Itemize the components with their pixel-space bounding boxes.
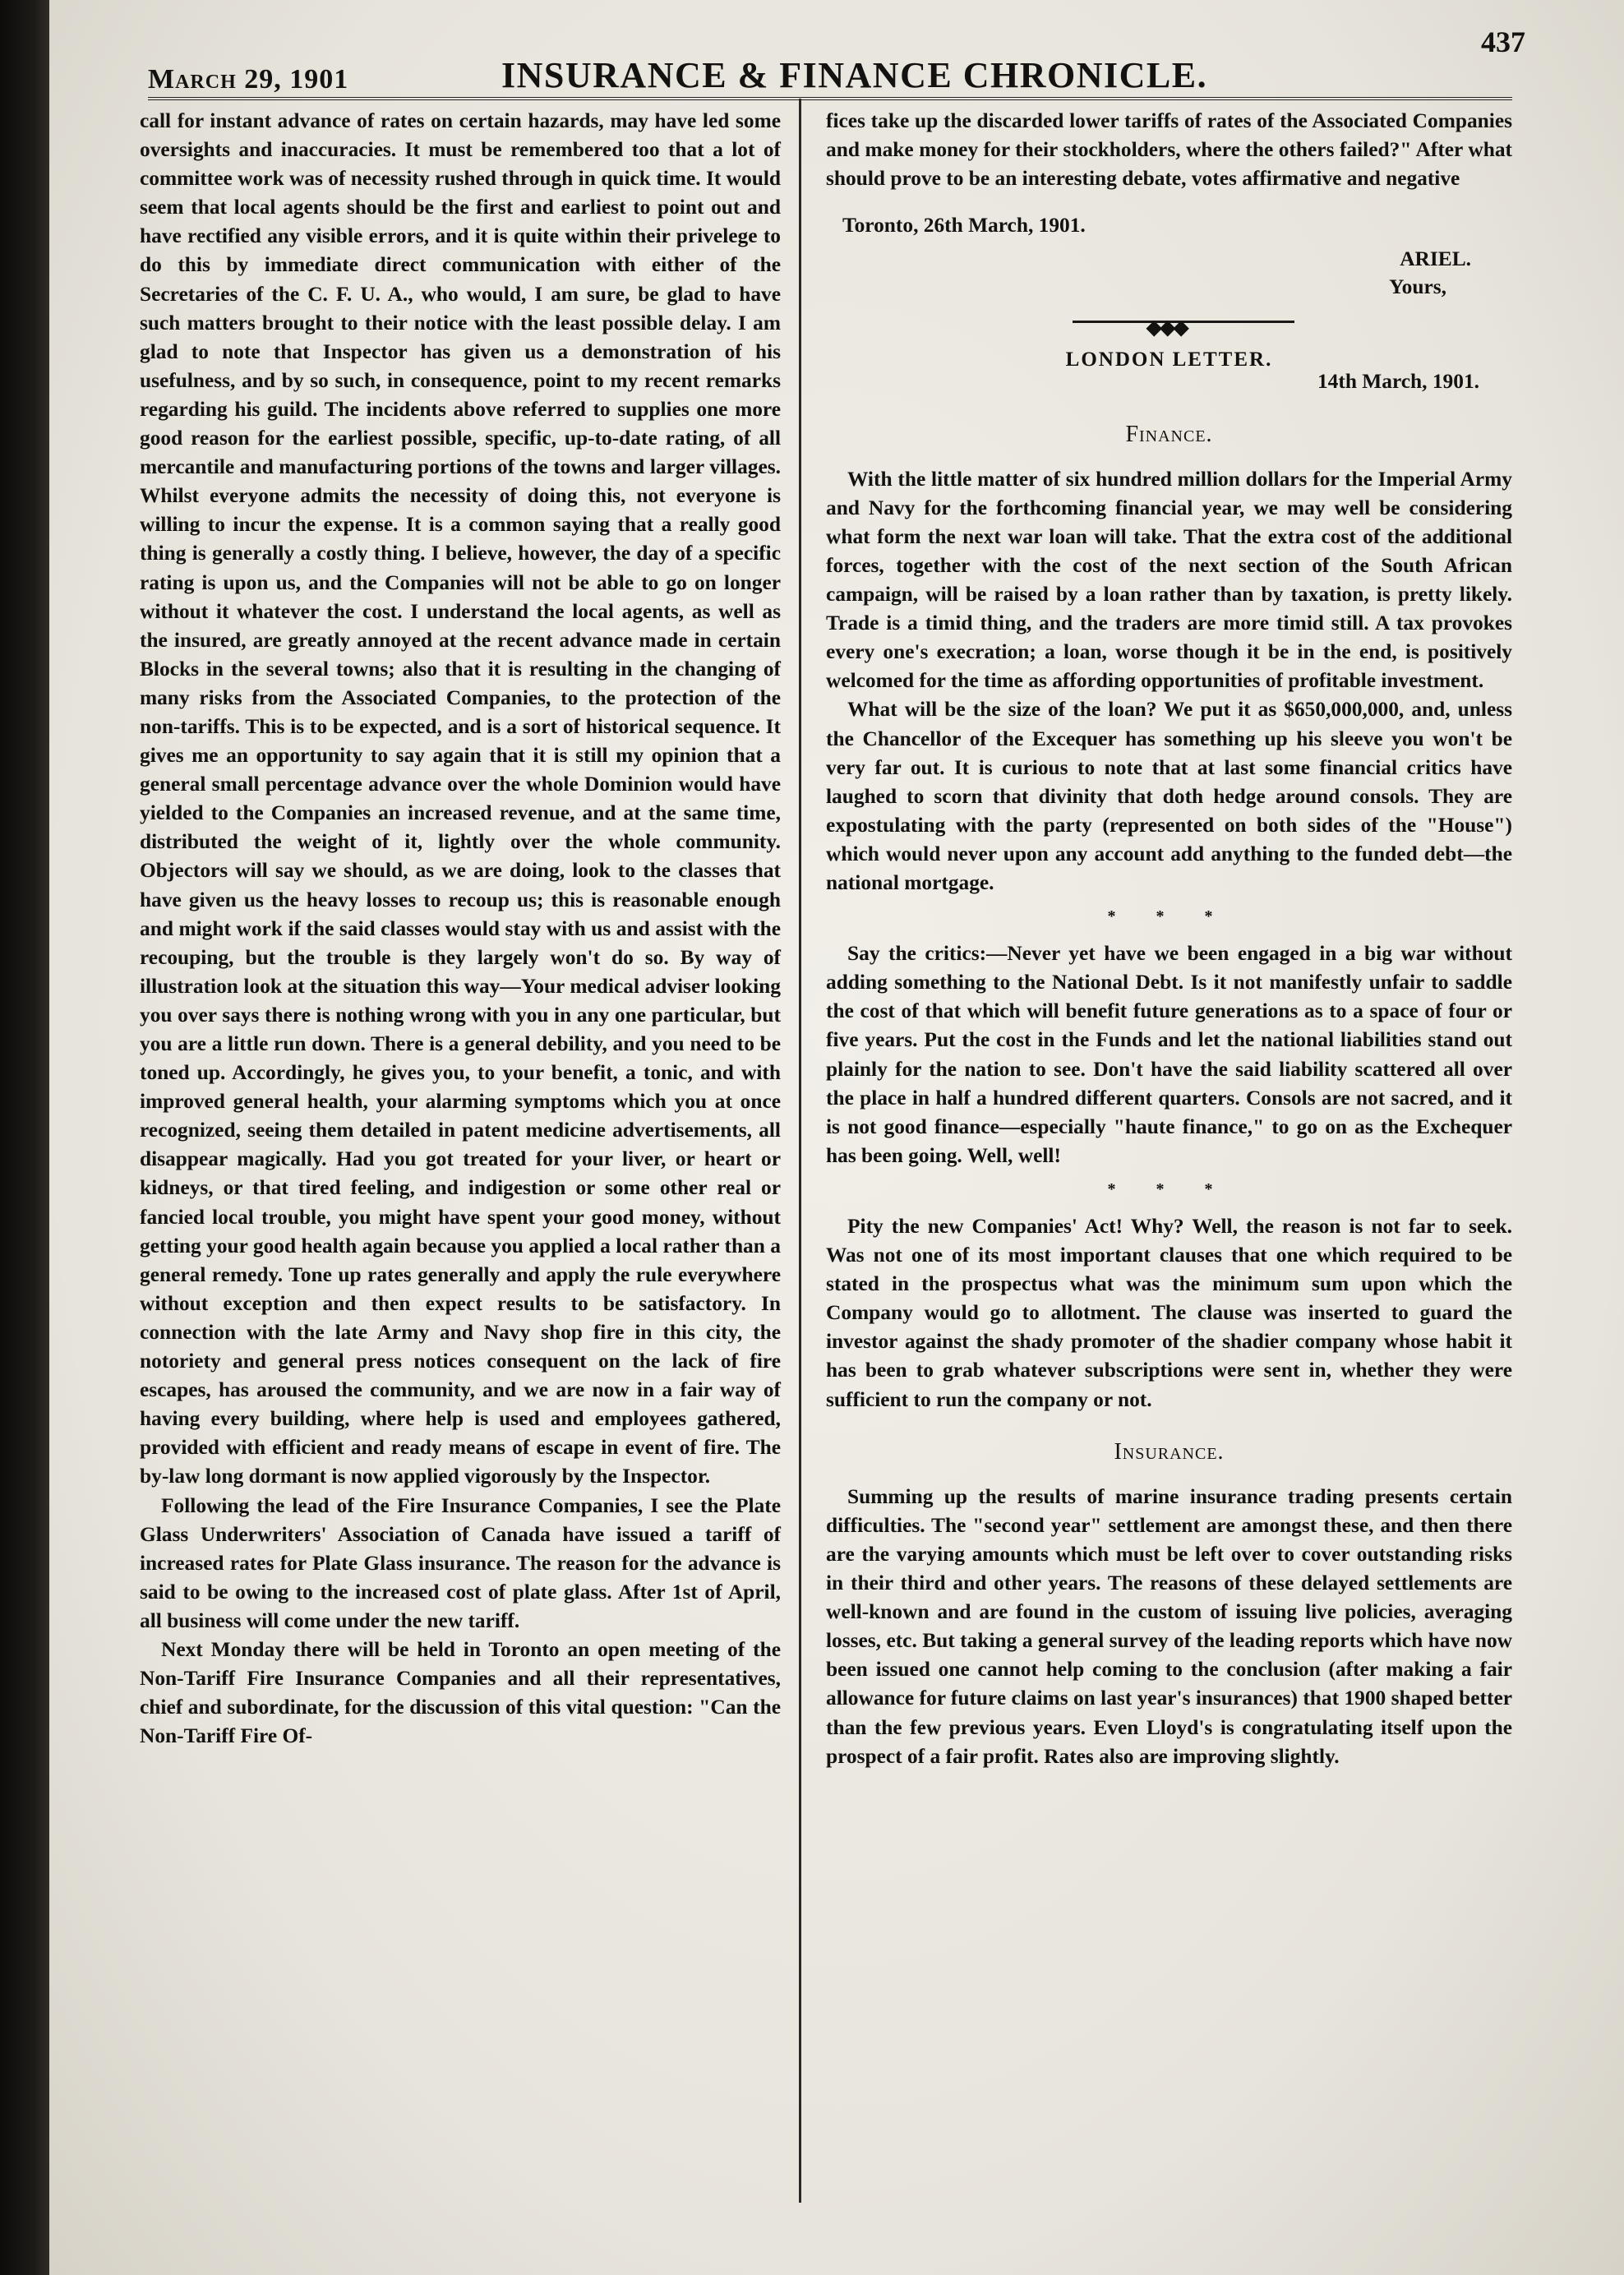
newspaper-page [49,0,1624,2275]
signature-block [826,245,1512,302]
page-header [148,21,1525,95]
finance-heading: Finance. [1125,421,1213,447]
insurance-paragraph: Summing up the results of marine insurance trading presents certain difficulties. The "second year" settlement are amongst these, and then there are the varying amounts which must be left over to cover outstanding risks in their third and other years. The reasons of these delayed settlements are well-known and are found in the custom of issuing live policies, averaging losses, etc. But taking a general survey of the leading reports which have now been issued one cannot help coming to the conclusion (after making a fair allowance for future claims on last year's insurances) that 1900 shaped better than the few previous years. Even Lloyd's is congratulating itself upon the prospect of a fair profit. Rates also are improving slightly. [826,1484,1512,1768]
left-paragraph: call for instant advance of rates on certain hazards, may have led some oversights and inaccuracies. It must be remembered too that a lot of committee work was of necessity rushed through in quick time. It would seem that local agents should be the first and earliest to point out and have rectified any visible errors, and it is quite within their privelege to do this by immediate direct communication with either of the Secretaries of the C. F. U. A., who would, I am sure, be glad to have such matters brought to their notice with the least possible delay. I am glad to note that Inspector has given us a demonstration of his usefulness, and by so such, in consequence, point to my recent remarks regarding his guild. The incidents above referred to supplies one more good reason for the earliest possible, specific, up-to-date rating, of all mercantile and manufacturing portions of the towns and larger villages. Whilst everyone admits the necessity of doing this, not everyone is willing to incur the expense. It is a common saying that a really good thing is generally a costly thing. I believe, however, the day of a specific rating is upon us, and the Companies will not be able to go on longer without it whatever the cost. I understand the local agents, as well as the insured, are greatly annoyed at the recent advance made in certain Blocks in the several towns; also that it is resulting in the changing of many risks from the Associated Companies, to the protection of the non-tariffs. This is to be expected, and is a sort of historical sequence. It gives me an opportunity to say again that it is still my opinion that a general small percentage advance over the whole Dominion would have yielded to the Companies an increased revenue, and at the same time, distributed the weight of it, lightly over the whole community. Objectors will say we should, as we are doing, look to the classes that have given us the heavy losses to recoup us; this is reasonable enough and might work if the said classes would stay with us and assist with the recouping, but the trouble is they largely won't do so. By way of illustration look at the situation this way—Your medical adviser looking you over says there is nothing wrong with you in any one particular, but you are a little run down. There is a general debility, and you need to be toned up. Accordingly, he gives you, to your benefit, a tonic, and with improved general health, your alarming symptoms which you at once recognized, seeing them detailed in patent medicine advertisements, all disappear magically. Had you got treated for your liver, or heart or kidneys, or that tired feeling, and indigestion or some other real or fancied local trouble, you might have spent your good money, without getting your good health again because you applied a local rather than a general remedy. Tone up rates generally and apply the rule everywhere without exception and then expect results to be satisfactory. In connection with the late Army and Navy shop fire in this city, the notoriety and general press notices consequent on the lack of fire escapes, has aroused the community, and we are now in a fair way of having every building, where help is used and employees gathered, provided with efficient and ready means of escape in event of fire. The by-law long dormant is now applied vigorously by the Inspector. [140,109,781,1488]
issue-date: March 29, 1901 [148,64,349,95]
publication-title: INSURANCE & FINANCE CHRONICLE. [501,55,1208,95]
finance-paragraph: Say the critics:—Never yet have we been engaged in a big war without adding something to the National Debt. Is it not manifestly unfair to saddle the cost of that which will benefit future generations as to a space of four or five years. Put the cost in the Funds and let the national liabilities stand out plainly for the nation to see. Don't have the said liability scattered all over the place in half a hundred different quarters. Consols are not sacred, and it is not good finance—especially "haute finance," to go on as the Exchequer has been going. Well, well! [826,942,1512,1167]
ornament-diamonds-icon: ◆◆◆ [1146,317,1188,339]
left-paragraph: Next Monday there will be held in Toronto an open meeting of the Non-Tariff Fire Insurance Companies and all their representatives, chief and subordinate, for the discussion of this vital question: "Can the Non-Tariff Fire Of- [140,1637,781,1748]
left-column [140,107,781,1751]
column-divider [799,99,801,2203]
separator-stars: * * * [1107,907,1231,926]
insurance-heading: Insurance. [1114,1438,1225,1465]
separator-stars: * * * [1107,1179,1231,1198]
letter-date: 14th March, 1901. [1317,370,1479,394]
right-column [826,107,1512,1771]
finance-paragraph: With the little matter of six hundred million dollars for the Imperial Army and Navy for the forthcoming financial year, we may well be considering what form the next war loan will take. That the extra cost of the additional forces, together with the cost of the next section of the South African campaign, will be raised by a loan rather than by taxation, is pretty likely. Trade is a timid thing, and the traders are more timid still. A tax provokes every one's execration; a loan, worse though it be in the end, is positively welcomed for the time as affording opportunities of profitable investment. [826,467,1512,693]
closing: Yours, [1389,275,1446,299]
finance-paragraph: What will be the size of the loan? We put it as $650,000,000, and, unless the Chancellor of the Excequer has something up his sleeve you won't be very far out. It is curious to note that at last some financial critics have laughed to scorn that divinity that doth hedge around consols. They are expostulating with the party (represented on both sides of the "House") which would never upon any account add anything to the funded debt—the national mortgage. [826,698,1512,894]
left-paragraph: Following the lead of the Fire Insurance Companies, I see the Plate Glass Underwriters' Association of Canada have issued a tariff of increased rates for Plate Glass insurance. The reason for the advance is said to be owing to the increased cost of plate glass. After 1st of April, all business will come under the new tariff. [140,1493,781,1632]
header-rule [148,97,1512,100]
ornamental-divider [826,306,1512,339]
intro-paragraph: fices take up the discarded lower tariffs of rates of the Associated Companies and make money for their stockholders, where the others failed?" After what should prove to be an interesting debate, votes affirmative and negative [826,109,1512,191]
finance-paragraph: Pity the new Companies' Act! Why? Well, the reason is not far to seek. Was not one of its most important clauses that one which required to be stated in the prospectus what was the minimum sum upon which the Company would go to allotment. The clause was inserted to guard the investor against the shady promoter of the shadier company whose habit it has been to grab whatever subscriptions were sent in, whether they were sufficient to run the company or not. [826,1215,1512,1411]
signature-name: ARIEL. [1400,247,1471,271]
letter-heading: LONDON LETTER. [1065,348,1273,371]
page-number: 437 [1481,25,1525,58]
dateline: Toronto, 26th March, 1901. [842,214,1086,238]
